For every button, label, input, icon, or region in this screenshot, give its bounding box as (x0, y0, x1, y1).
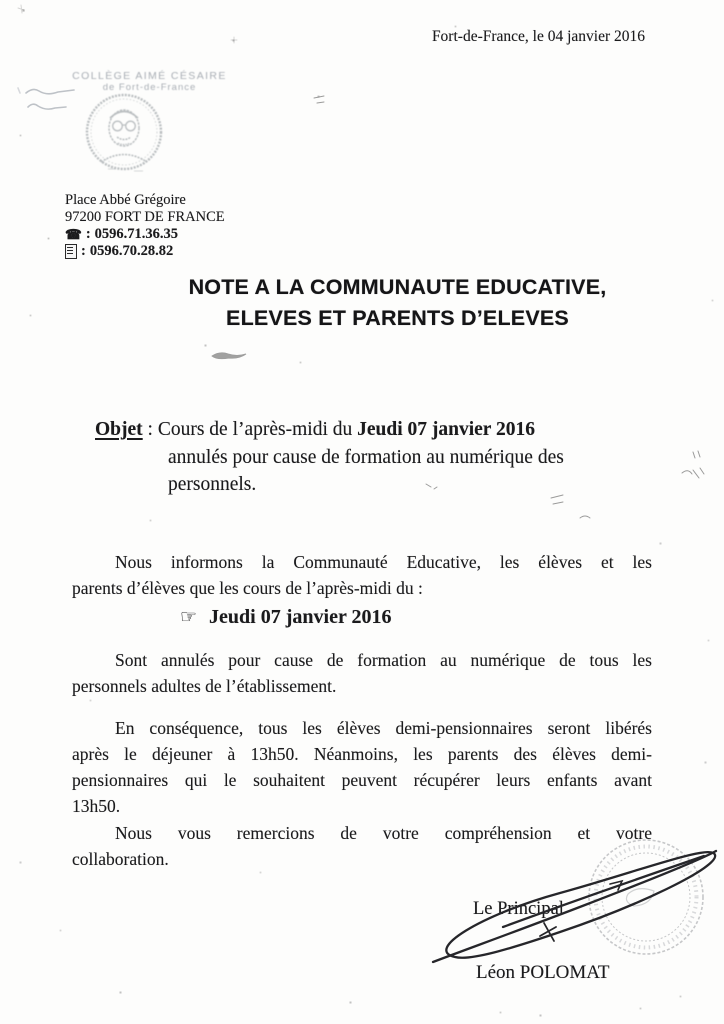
school-stamp-line2: de Fort-de-France (102, 82, 197, 93)
text-line: 13h50. (72, 796, 121, 816)
date-callout (180, 606, 391, 629)
phone-icon: ☎ (65, 227, 82, 242)
text-line: personnels adultes de l’établissement. (72, 676, 337, 696)
address-street: Place Abbé Grégoire (65, 192, 186, 208)
address-block (65, 192, 225, 260)
fax-icon (65, 244, 77, 259)
text-line: collaboration. (72, 849, 169, 869)
text-line: pensionnaires qui le souhaitent peuvent récupérer leurs enfants avant (72, 770, 652, 790)
portrait-medallion-icon (84, 92, 168, 178)
objet-line2: annulés pour cause de formation au numérique des (168, 446, 564, 468)
address-city: 97200 FORT DE FRANCE (65, 209, 225, 225)
paragraph-consequence (72, 715, 652, 819)
pencil-annotation (16, 78, 88, 122)
date-line: Fort-de-France, le 04 janvier 2016 (431, 28, 645, 45)
objet-date: Jeudi 07 janvier 2016 (357, 419, 535, 440)
text-line: Sont annulés pour cause de formation au numérique de tous les (115, 650, 652, 670)
fax-row (65, 243, 225, 260)
scan-noise (0, 0, 1, 1)
page-title-line2: ELEVES ET PARENTS D’ELEVES (226, 306, 569, 330)
objet-separator: : (142, 419, 158, 440)
objet-block (95, 416, 655, 499)
text-line: parents d’élèves que les cours de l’après-midi du : (72, 578, 423, 598)
pointing-hand-icon: ☞ (180, 607, 198, 628)
fax-number: 0596.70.28.82 (89, 243, 174, 259)
text-line: après le déjeuner à 13h50. Néanmoins, les parents des élèves demi- (72, 744, 652, 764)
objet-line3: personnels. (168, 474, 257, 495)
paragraph-cancellation (72, 647, 652, 699)
paragraph-thanks (72, 820, 652, 872)
phone-separator: : (85, 226, 91, 242)
page-title (75, 272, 720, 334)
objet-line1 (95, 416, 655, 444)
page-title-line1: NOTE A LA COMMUNAUTE EDUCATIVE, (188, 275, 607, 299)
paragraph-intro (72, 549, 652, 601)
date-callout-text: Jeudi 07 janvier 2016 (209, 606, 392, 628)
phone-number: 0596.71.36.35 (94, 226, 179, 242)
text-line: En conséquence, tous les élèves demi-pensionnaires seront libérés (115, 718, 652, 738)
text-line: Nous vous remercions de votre compréhension et votre (115, 823, 652, 843)
signer-role: Le Principal (473, 899, 564, 919)
text-line: Nous informons la Communauté Educative, les élèves et les (115, 552, 652, 572)
phone-row (65, 226, 225, 243)
fax-separator: : (81, 243, 86, 259)
objet-intro: Cours de l’après-midi du (157, 419, 358, 440)
objet-label: Objet (95, 419, 143, 440)
school-stamp-line1: COLLÈGE AIMÉ CÉSAIRE (72, 70, 227, 82)
signer-name: Léon POLOMAT (476, 962, 610, 983)
